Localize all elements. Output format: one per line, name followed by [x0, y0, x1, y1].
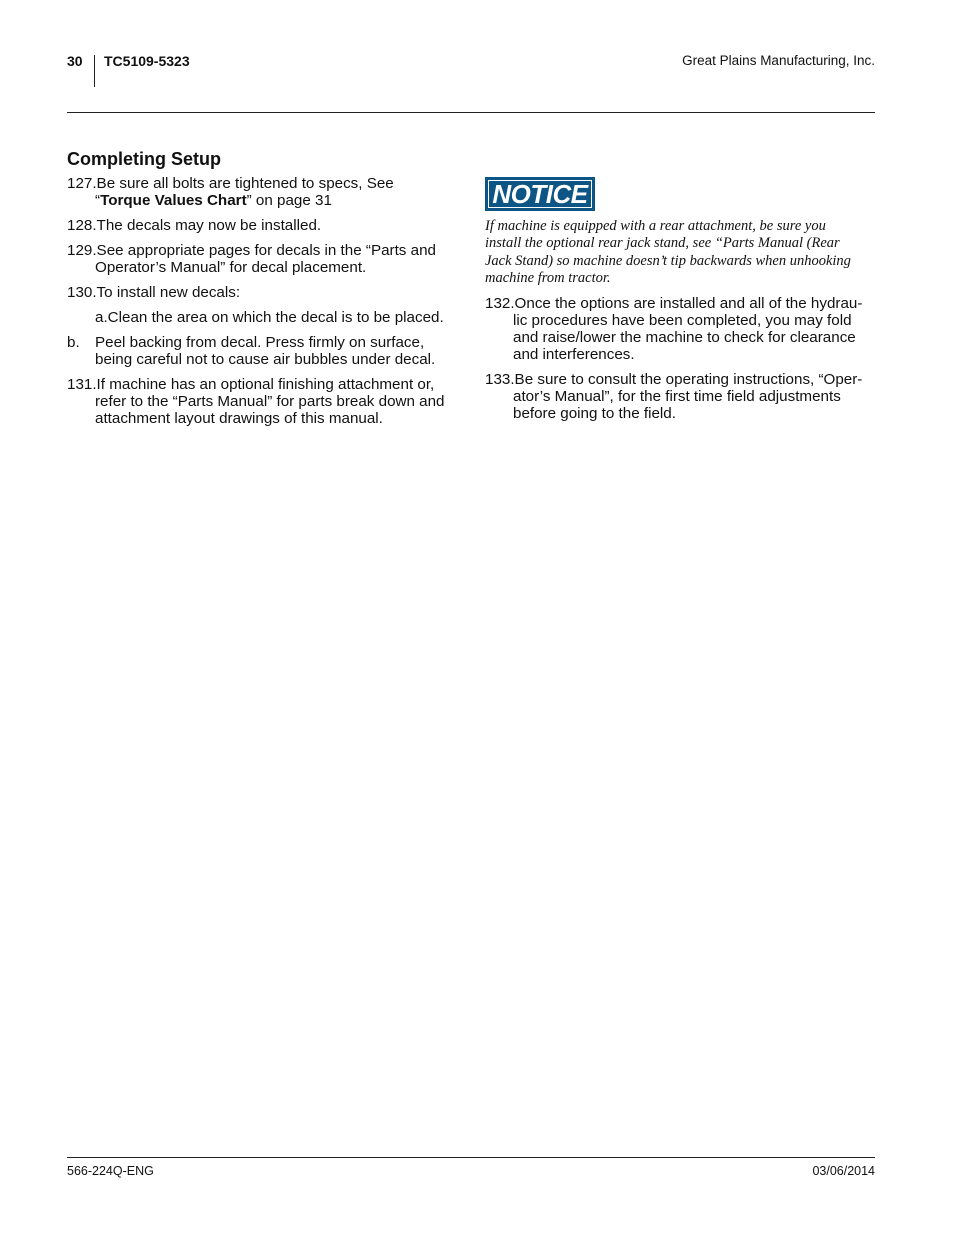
- item-133-line3: before going to the field.: [513, 405, 676, 422]
- item-129-line1: 129.See appropriate pages for decals in the “Parts and: [67, 242, 436, 259]
- list-item-128: 128.The decals may now be installed.: [67, 217, 322, 234]
- doc-number: 566-224Q-ENG: [67, 1164, 154, 1178]
- list-item-131: [67, 376, 467, 427]
- list-item-132: [485, 295, 885, 363]
- item-127-rest: ” on page 31: [246, 192, 332, 209]
- torque-values-chart-link[interactable]: Torque Values Chart: [100, 192, 247, 209]
- item-127-line2: [67, 192, 467, 209]
- item-132-line1: 132.Once the options are installed and all of the hydrau-: [485, 295, 863, 312]
- item-131-line2: refer to the “Parts Manual” for parts break down and: [95, 393, 445, 410]
- item-132-line2: lic procedures have been completed, you may fold: [513, 312, 852, 329]
- list-item-127: [67, 175, 467, 209]
- notice-line-1: If machine is equipped with a rear attachment, be sure you: [485, 218, 826, 234]
- list-item-133: [485, 371, 885, 422]
- item-133-line2: ator’s Manual”, for the first time field adjustments: [513, 388, 841, 405]
- step-b-line2: being careful not to cause air bubbles under decal.: [95, 351, 436, 368]
- notice-line-3: Jack Stand) so machine doesn’t tip backwards when unhooking: [485, 252, 851, 269]
- item-133-line1: 133.Be sure to consult the operating instructions, “Oper-: [485, 371, 863, 388]
- step-a: a.Clean the area on which the decal is to be placed.: [95, 309, 444, 326]
- quote-open: “: [95, 192, 101, 209]
- notice-line-2: install the optional rear jack stand, see “Parts Manual (Rear: [485, 235, 840, 252]
- section-title: Completing Setup: [67, 149, 221, 169]
- model-number: TC5109-5323: [104, 53, 190, 69]
- footer-rule: [67, 1157, 875, 1158]
- page-number: 30: [67, 53, 83, 69]
- notice-line-4: machine from tractor.: [485, 269, 611, 286]
- header-rule: [67, 112, 875, 113]
- item-132-line3: and raise/lower the machine to check for clearance: [513, 329, 856, 346]
- list-item-129: [67, 242, 467, 276]
- item-131-line1: 131.If machine has an optional finishing attachment or,: [67, 376, 435, 393]
- item-131-line3: attachment layout drawings of this manual.: [95, 410, 383, 427]
- header-divider: [94, 55, 95, 87]
- item-132-line4: and interferences.: [513, 346, 635, 363]
- notice-label: NOTICE: [492, 178, 588, 209]
- step-b-line1: Peel backing from decal. Press firmly on surface,: [95, 334, 425, 351]
- step-b: [67, 334, 467, 368]
- step-b-label: b.: [67, 334, 80, 351]
- list-item-130: 130.To install new decals:: [67, 284, 241, 301]
- notice-badge-inner: [488, 180, 592, 208]
- footer-date: 03/06/2014: [812, 1164, 875, 1178]
- item-127-line1: 127.Be sure all bolts are tightened to specs, See: [67, 175, 394, 192]
- company-name: Great Plains Manufacturing, Inc.: [682, 53, 875, 68]
- notice-text: [485, 218, 885, 287]
- item-129-line2: Operator’s Manual” for decal placement.: [95, 259, 367, 276]
- notice-badge: [485, 177, 595, 211]
